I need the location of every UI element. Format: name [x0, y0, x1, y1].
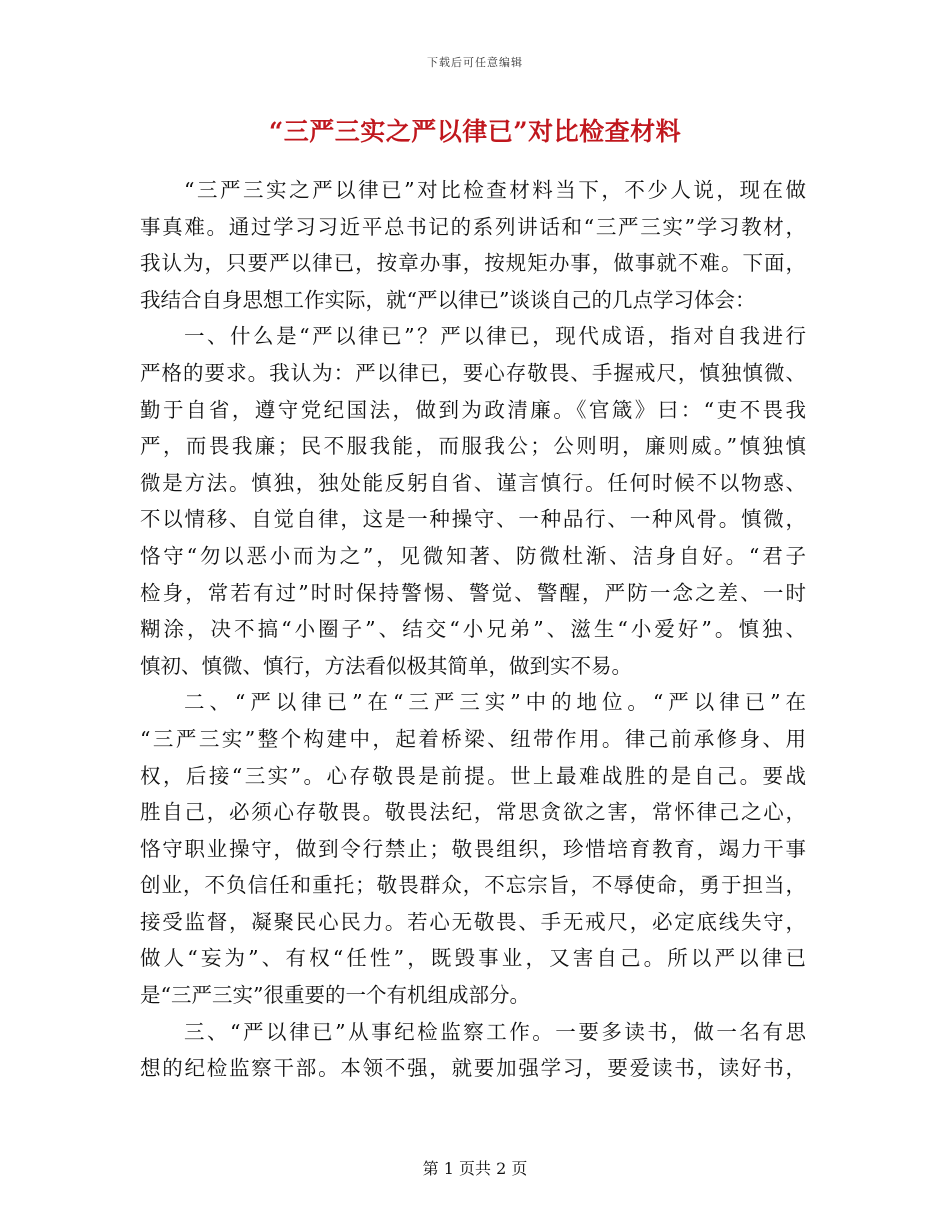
body-line: 想的纪检监察干部。本领不强，就要加强学习，要爱读书，读好书，: [140, 1056, 806, 1081]
body-line: 做人“妄为”、有权“任性”，既毁事业，又害自己。所以严以律已: [140, 946, 806, 971]
body-line: 是“三严三实”很重要的一个有机组成部分。: [140, 983, 530, 1008]
body-line: 不以情移、自觉自律，这是一种操守、一种品行、一种风骨。慎微，: [140, 507, 806, 532]
body-line: 糊涂，决不搞“小圈子”、结交“小兄弟”、滋生“小爱好”。慎独、: [140, 617, 806, 642]
body-line: 检身，常若有过”时时保持警惕、警觉、警醒，严防一念之差、一时: [140, 580, 806, 605]
body-line: 恪守“勿以恶小而为之”，见微知著、防微杜渐、洁身自好。“君子: [140, 543, 806, 568]
body-line: 权，后接“三实”。心存敬畏是前提。世上最难战胜的是自己。要战: [140, 763, 806, 788]
page-number: 第 1 页共 2 页: [422, 1159, 528, 1178]
body-line: 胜自己，必须心存敬畏。敬畏法纪，常思贪欲之害，常怀律己之心，: [140, 800, 806, 825]
document-body: [140, 172, 806, 1087]
document-title: “三严三实之严以律已”对比检查材料: [268, 117, 682, 146]
body-line: 恪守职业操守，做到令行禁止；敬畏组织，珍惜培育教育，竭力干事: [140, 836, 806, 861]
body-line: 我结合自身思想工作实际，就“严以律已”谈谈自己的几点学习体会：: [140, 287, 756, 312]
header-note: 下载后可任意编辑: [427, 56, 523, 69]
body-line: 严格的要求。我认为：严以律已，要心存敬畏、手握戒尺，慎独慎微、: [140, 360, 806, 385]
body-line: 微是方法。慎独，独处能反躬自省、谨言慎行。任何时候不以物惑、: [140, 470, 806, 495]
body-line: 二、“严以律已”在“三严三实”中的地位。“严以律已”在: [184, 690, 806, 715]
body-line: 创业，不负信任和重托；敬畏群众，不忘宗旨，不辱使命，勇于担当，: [140, 873, 806, 898]
body-line: “三严三实之严以律已”对比检查材料当下，不少人说，现在做: [184, 178, 806, 202]
body-line: 我认为，只要严以律已，按章办事，按规矩办事，做事就不难。下面，: [140, 251, 806, 276]
body-line: “三严三实”整个构建中，起着桥梁、纽带作用。律己前承修身、用: [140, 726, 806, 751]
body-line: 事真难。通过学习习近平总书记的系列讲话和“三严三实”学习教材，: [140, 214, 806, 239]
body-line: 勤于自省，遵守党纪国法，做到为政清廉。《官箴》曰：“吏不畏我: [140, 397, 806, 422]
body-line: 三、“严以律已”从事纪检监察工作。一要多读书，做一名有思: [184, 1019, 806, 1044]
body-line: 接受监督，凝聚民心民力。若心无敬畏、手无戒尺，必定底线失守，: [140, 909, 806, 934]
body-line: 严，而畏我廉；民不服我能，而服我公；公则明，廉则威。”慎独慎: [140, 434, 806, 459]
body-line: 一、什么是“严以律已”？严以律已，现代成语，指对自我进行: [184, 324, 806, 349]
body-line: 慎初、慎微、慎行，方法看似极其简单，做到实不易。: [140, 653, 632, 678]
